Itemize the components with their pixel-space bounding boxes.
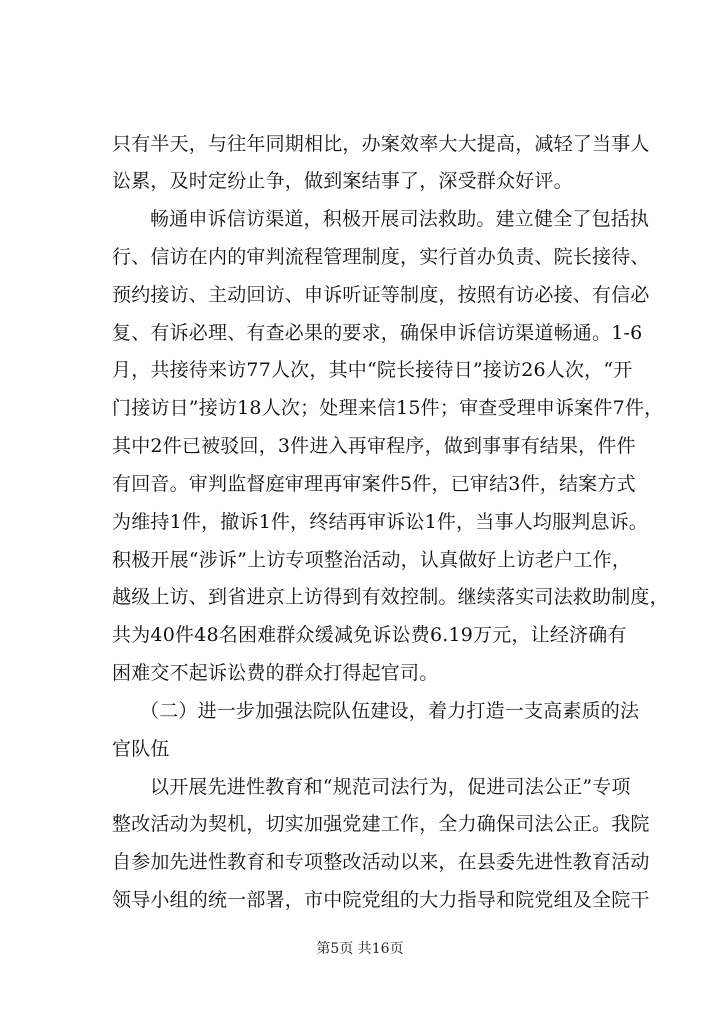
text-line: 困难交不起诉讼费的群众打得起官司。 [112, 662, 439, 684]
text-line: 月，共接待来访77人次，其中“院长接待日”接访26人次，“开 [112, 359, 633, 381]
text-line: 共为40件48名困难群众缓减免诉讼费6.19万元，让经济确有 [112, 624, 627, 646]
text-line: 讼累，及时定纷止争，做到案结事了，深受群众好评。 [112, 170, 573, 192]
text-line: 行、信访在内的审判流程管理制度，实行首办负责、院长接待、 [112, 246, 650, 268]
text-line: 以开展先进性教育和“规范司法行为，促进司法公正”专项 [150, 776, 631, 798]
text-line: 越级上访、到省进京上访得到有效控制。继续落实司法救助制度， [112, 586, 669, 608]
section-heading-line: （二）进一步加强法院队伍建设，着力打造一支高素质的法 [140, 700, 640, 722]
text-line: 积极开展“涉诉”上访专项整治活动，认真做好上访老户工作， [112, 549, 632, 571]
text-line: 自参加先进性教育和专项整改活动以来，在县委先进性教育活动 [112, 851, 650, 873]
text-line: 门接访日”接访18人次；处理来信15件；审查受理申诉案件7件， [112, 397, 664, 419]
text-line: 复、有诉必理、有查必果的要求，确保申诉信访渠道畅通。1-6 [112, 322, 643, 344]
section-heading-line: 官队伍 [112, 738, 170, 760]
text-line: 预约接访、主动回访、申诉听证等制度，按照有访必接、有信必 [112, 284, 650, 306]
text-line: 畅通申诉信访渠道，积极开展司法救助。建立健全了包括执 [150, 208, 650, 230]
page-number-footer: 第5页 共16页 [316, 941, 404, 957]
text-line: 有回音。审判监督庭审理再审案件5件，已审结3件，结案方式 [112, 473, 636, 495]
text-line: 其中2件已被驳回，3件进入再审程序，做到事事有结果，件件 [112, 435, 636, 457]
text-line: 领导小组的统一部署，市中院党组的大力指导和院党组及全院干 [112, 889, 650, 911]
text-line: 只有半天，与往年同期相比，办案效率大大提高，减轻了当事人 [112, 133, 650, 155]
text-line: 整改活动为契机，切实加强党建工作，全力确保司法公正。我院 [112, 813, 650, 835]
text-line: 为维持1件，撤诉1件，终结再审诉讼1件，当事人均服判息诉。 [112, 511, 649, 533]
